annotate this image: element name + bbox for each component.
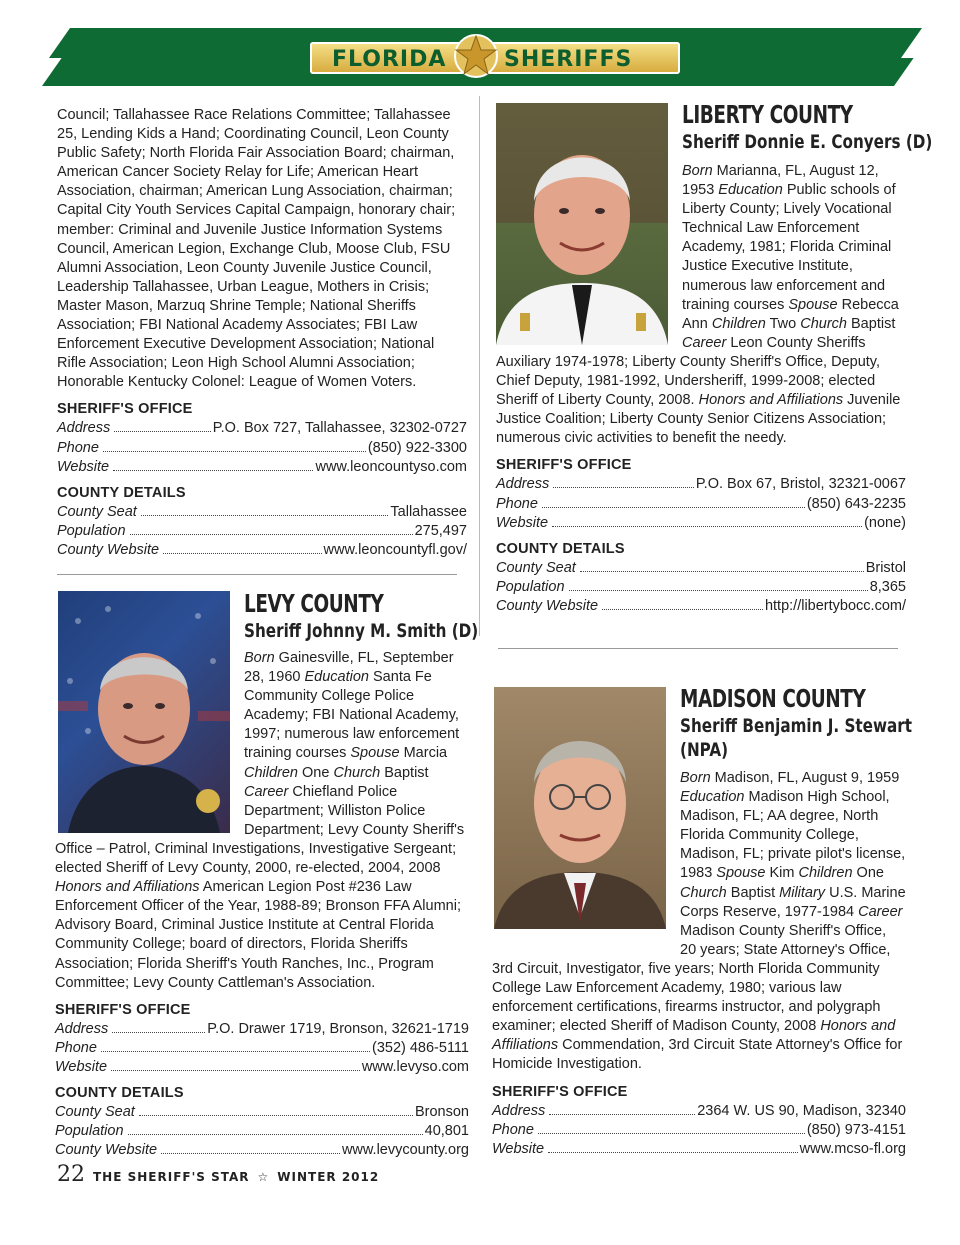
liberty-address-row: Address P.O. Box 67, Bristol, 32321-0067	[496, 476, 906, 493]
bio-label: Career	[858, 903, 903, 920]
bio-label: Children	[798, 865, 853, 882]
bio-label: Career	[244, 783, 289, 800]
madison-sheriff-party: (NPA)	[680, 739, 729, 761]
bio-text: Leon County Sheriffs Auxiliary 1974-1978; Liberty County Sheriff's Office, Deputy, Chief Deputy, 1981-1992, Undersheriff, 1999-2008; elected Sheriff of Liberty County, 2008.	[496, 334, 880, 409]
bio-text: Chiefland Police Department; Williston Police Department; Levy County Sheriff's Office – Patrol, Criminal Investigations, Investigative Sergeant; elected Sheriff of Levy County, 2000, re-elected, 2004, 2008	[55, 783, 465, 877]
bio-label: Church	[333, 764, 381, 781]
madison-phone-row: Phone (850) 973-4151	[492, 1121, 906, 1138]
bio-label: Military	[779, 884, 826, 901]
bio-text: Santa Fe Community College Police Academy; FBI National Academy, 1997; numerous law enforcement training courses	[244, 669, 460, 762]
liberty-seat-row: County Seat Bristol	[496, 559, 906, 576]
madison-county-title: MADISON COUNTY	[680, 684, 866, 713]
bio-label: Church	[800, 315, 847, 332]
page-number: 22	[57, 1162, 85, 1187]
bio-label: Honors and Affiliations	[698, 392, 844, 409]
levy-website-row: Website www.levyso.com	[55, 1058, 469, 1075]
section-divider	[57, 574, 457, 575]
bio-label: Education	[680, 789, 745, 806]
bio-label: Born	[680, 770, 711, 786]
bio-label: Children	[711, 315, 766, 332]
bio-text: Madison High School, Madison, FL; AA degree, North Florida Community College, Madison, FL; private pilot's license, 1983	[680, 789, 906, 882]
levy-county-heading: COUNTY DETAILS	[55, 1084, 184, 1101]
bio-text: Commendation, 3rd Circuit State Attorney's Office for Homicide Investigation.	[492, 1037, 903, 1073]
liberty-office-heading: SHERIFF'S OFFICE	[496, 457, 632, 474]
bio-label: Education	[304, 669, 369, 686]
levy-office-heading: SHERIFF'S OFFICE	[55, 1001, 191, 1018]
levy-phone-row: Phone (352) 486-5111	[55, 1039, 469, 1056]
liberty-county-title: LIBERTY COUNTY	[682, 100, 853, 129]
bio-text: Juvenile Justice Coalition; Liberty County Senior Citizens Association; numerous civic activities to benefit the needy.	[496, 392, 901, 447]
bio-text: U.S. Marine Corps Reserve, 1977-1984	[680, 884, 906, 920]
leon-seat-row: County Seat Tallahassee	[57, 503, 467, 520]
bio-text: Baptist	[726, 884, 780, 901]
bio-label: Spouse	[716, 865, 766, 882]
liberty-population-row: Population 8,365	[496, 578, 906, 595]
bio-label: Career	[682, 334, 727, 351]
liberty-phone-row: Phone (850) 643-2235	[496, 495, 906, 512]
bio-text: Rebecca Ann	[682, 296, 899, 332]
madison-sheriff-name: Sheriff Benjamin J. Stewart	[680, 715, 913, 737]
bio-label: Born	[244, 650, 275, 666]
banner-title-right: SHERIFFS	[504, 47, 633, 72]
bio-text: Madison County Sheriff's Office, 20 years; State Attorney's Office, 3rd Circuit, Investigator, five years; North Florida Community College Law Enforcement Academy, 1980; various law enforcement certifications, firearms instructor, and polygraph examiner; elected Sheriff of Madison County, 2008	[492, 922, 891, 1035]
madison-website-row: Website www.mcso-fl.org	[492, 1140, 906, 1157]
bio-text: Baptist	[380, 764, 429, 781]
liberty-sheriff-name: Sheriff Donnie E. Conyers (D)	[682, 131, 933, 153]
bio-text: Kim	[765, 865, 799, 882]
bio-text: American Legion Post #236 Law Enforcement Officer of the Year, 1988-89; Bronson FFA Alumni; Advisory Board, Criminal Justice Institute at Central Florida Community College; board of directors, Florida Sheriffs Association; Florida Sheriff's Youth Ranches, Inc., Program Committee; Levy County Cattleman's Association.	[55, 879, 461, 991]
bio-label: Church	[680, 884, 727, 901]
bio-text: Two	[765, 315, 801, 332]
bio-text: Public schools of Liberty County; Lively Vocational Technical Law Enforcement Academy, 1981; Florida Criminal Justice Executive Institute, numerous law enforcement and training courses	[682, 182, 896, 313]
column-divider	[479, 96, 480, 636]
leon-population-row: Population 275,497	[57, 522, 467, 539]
bio-text: Madison, FL, August 9, 1959	[710, 770, 900, 786]
bio-text: Gainesville, FL, September 28, 1960	[244, 650, 454, 686]
bio-label: Spouse	[788, 296, 838, 313]
liberty-county-heading: COUNTY DETAILS	[496, 540, 625, 557]
levy-county-website-row: County Website www.levycounty.org	[55, 1142, 469, 1159]
liberty-website-row: Website (none)	[496, 514, 906, 531]
bio-text: Marcia	[399, 745, 448, 762]
levy-county-title: LEVY COUNTY	[244, 589, 384, 618]
banner-title-left: FLORIDA	[332, 47, 447, 72]
levy-address-row: Address P.O. Drawer 1719, Bronson, 32621-1719	[55, 1020, 469, 1037]
bio-text: Baptist	[846, 315, 896, 332]
bio-label: Children	[244, 764, 298, 781]
photo-wrap-spacer	[492, 769, 680, 941]
levy-population-row: Population 40,801	[55, 1123, 469, 1140]
bio-text: One	[298, 764, 334, 781]
madison-body	[492, 769, 906, 1159]
photo-wrap-spacer	[496, 162, 682, 352]
leon-section	[57, 106, 467, 560]
leon-website-row: Website www.leoncountyso.com	[57, 458, 467, 475]
bio-label: Honors and Affiliations	[55, 879, 200, 896]
bio-label: Spouse	[350, 745, 400, 762]
photo-wrap-spacer	[55, 649, 244, 839]
liberty-county-website-row: County Website http://libertybocc.com/	[496, 597, 906, 614]
page-footer	[57, 1162, 379, 1187]
leon-address-row: Address P.O. Box 727, Tallahassee, 32302-0727	[57, 420, 467, 437]
levy-heading	[244, 589, 479, 643]
bio-label: Honors and Affiliations	[492, 1018, 896, 1054]
bio-text: Marianna, FL, August 12, 1953	[682, 163, 879, 199]
bio-label: Born	[682, 163, 713, 179]
madison-address-row: Address 2364 W. US 90, Madison, 32340	[492, 1102, 906, 1119]
liberty-heading	[682, 100, 933, 154]
issue-label: WINTER 2012	[277, 1170, 380, 1184]
header-banner	[42, 28, 922, 88]
madison-heading	[680, 684, 913, 762]
leon-office-heading: SHERIFF'S OFFICE	[57, 401, 193, 418]
levy-seat-row: County Seat Bronson	[55, 1103, 469, 1120]
leon-county-website-row: County Website www.leoncountyfl.gov/	[57, 541, 467, 558]
leon-county-heading: COUNTY DETAILS	[57, 484, 186, 501]
star-badge-icon	[452, 32, 500, 80]
leon-phone-row: Phone (850) 922-3300	[57, 439, 467, 456]
madison-office-heading: SHERIFF'S OFFICE	[492, 1083, 628, 1100]
star-icon: ☆	[257, 1170, 270, 1184]
bio-label: Education	[718, 182, 783, 199]
publication-name: THE SHERIFF'S STAR	[93, 1170, 250, 1184]
bio-text: One	[852, 865, 884, 882]
leon-continued-text: Council; Tallahassee Race Relations Committee; Tallahassee 25, Lending Kids a Hand; Coordinating Council, Leon County Public Safety; North Florida Fair Association Board; chairman, American Cancer Society Relay for Life; American Heart Association, chairman; American Lung Association, chairman; Capital City Youth Services Capital Campaign, honorary chair; member: Criminal and Juvenile Justice Information Systems Council, American Legion, Exchange Club, Moose Club, FSU Alumni Association, Leon County Juvenile Justice Council, Leadership Tallahassee, Urban League, Mothers in Crisis; Master Mason, Marzuq Shrine Temple; National Sheriffs Association; FBI National Academy Associates; FBI Law Enforcement Executive Development Association; National Rifle Association; Leon High School Alumni Association; Honorable Kentucky Colonel: League of Women Voters.	[57, 107, 456, 391]
levy-body	[55, 649, 469, 1160]
section-divider	[498, 648, 898, 649]
levy-sheriff-name: Sheriff Johnny M. Smith (D)	[244, 620, 479, 642]
liberty-body	[496, 162, 906, 616]
